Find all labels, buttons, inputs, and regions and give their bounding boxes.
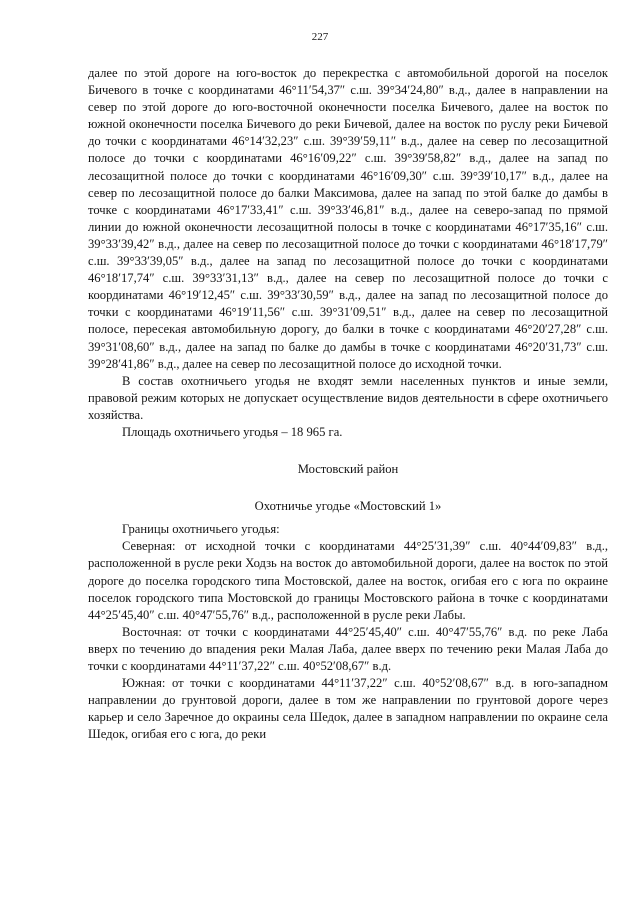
paragraph-excluded-lands: В состав охотничьего угодья не входят земли населенных пунктов и иные земли, правовой режим которых не допускает осуществление видов деятельности в сфере охотничьего хозяйства. (88, 373, 608, 422)
hunting-ground-heading: Охотничье угодье «Мостовский 1» (254, 499, 442, 514)
paragraph-boundaries-intro: Границы охотничьего угодья: (122, 522, 280, 537)
page-number: 227 (311, 31, 329, 43)
district-heading: Мостовский район (297, 462, 399, 477)
document-body (88, 65, 608, 743)
paragraph-south-boundary: Южная: от точки с координатами 44°11′37,22″ с.ш. 40°52′08,67″ в.д. в юго-западном направлении до грунтовой дороги, далее в том же направлении по грунтовой дороге через карьер и село Заречное до окраины села Шедок, далее в западном направлении по окраине села Шедок, огибая его с юга, до реки (88, 676, 608, 742)
paragraph-boundary-continuation: далее по этой дороге на юго-восток до перекрестка с автомобильной дорогой на поселок Бичевого в точке с координатами 46°11′54,37″ с.ш. 39°34′24,80″ в.д., далее в направлении на север по этой дороге до юго-восточной оконечности поселка Бичевого, далее на восток по южной оконечности поселка Бичевого до реки Бичевой, далее на восток по руслу реки Бичевой до точки с координатами 46°14′32,23″ с.ш. 39°39′59,11″ в.д., далее на север по лесозащитной полосе до точки с координатами 46°16′09,22″ с.ш. 39°39′58,82″ в.д., далее на запад по лесозащитной полосе до точки с координатами 46°16′09,30″ с.ш. 39°39′10,17″ в.д., далее на север по лесозащитной полосе до балки Максимова, далее на запад по этой балке до дамбы в точке с координатами 46°17′33,41″ с.ш. 39°33′46,81″ в.д., далее на северо-запад по прямой линии до южной оконечности лесозащитной полосы в точке с координатами 46°17′35,16″ с.ш. 39°33′39,42″ в.д., далее на север по лесозащитной полосе до точки с координатами 46°18′17,79″ с.ш. 39°33′39,05″ в.д., далее на запад по лесозащитной полосе до точки с координатами 46°18′17,74″ с.ш. 39°33′31,13″ в.д., далее на север по лесозащитной полосе до точки с координатами 46°19′12,45″ с.ш. 39°33′30,59″ в.д., далее на запад по лесозащитной полосе до точки с координатами 46°19′11,56″ с.ш. 39°31′09,51″ в.д., далее на север по лесозащитной полосе, пересекая автомобильную дорогу, до балки в точке с координатами 46°20′27,28″ с.ш. 39°31′08,60″ в.д., далее на запад по балке до дамбы в точке с координатами 46°20′31,73″ с.ш. 39°28′41,86″ в.д., далее на север по лесозащитной полосе до исходной точки. (88, 66, 608, 371)
paragraph-east-boundary: Восточная: от точки с координатами 44°25′45,40″ с.ш. 40°47′55,76″ в.д. по реке Лаба вверх по течению до впадения реки Малая Лаба, далее вверх по течению реки Малая Лаба до точки с координатами 44°11′37,22″ с.ш. 40°52′08,67″ в.д. (88, 624, 608, 673)
paragraph-area: Площадь охотничьего угодья – 18 965 га. (122, 424, 343, 439)
paragraph-north-boundary: Северная: от исходной точки с координатами 44°25′31,39″ с.ш. 40°44′09,83″ в.д., расположенной в русле реки Ходзь на восток до автомобильной дороги, далее на восток по этой дороге до поселка городского типа Мостовской, далее на восток, огибая его с юга по окраине поселок городского типа Мостовской до границы Мостовского района в точке с координатами 44°25′45,40″ с.ш. 40°47′55,76″ в.д., расположенной в русле реки Лабы. (88, 539, 608, 622)
